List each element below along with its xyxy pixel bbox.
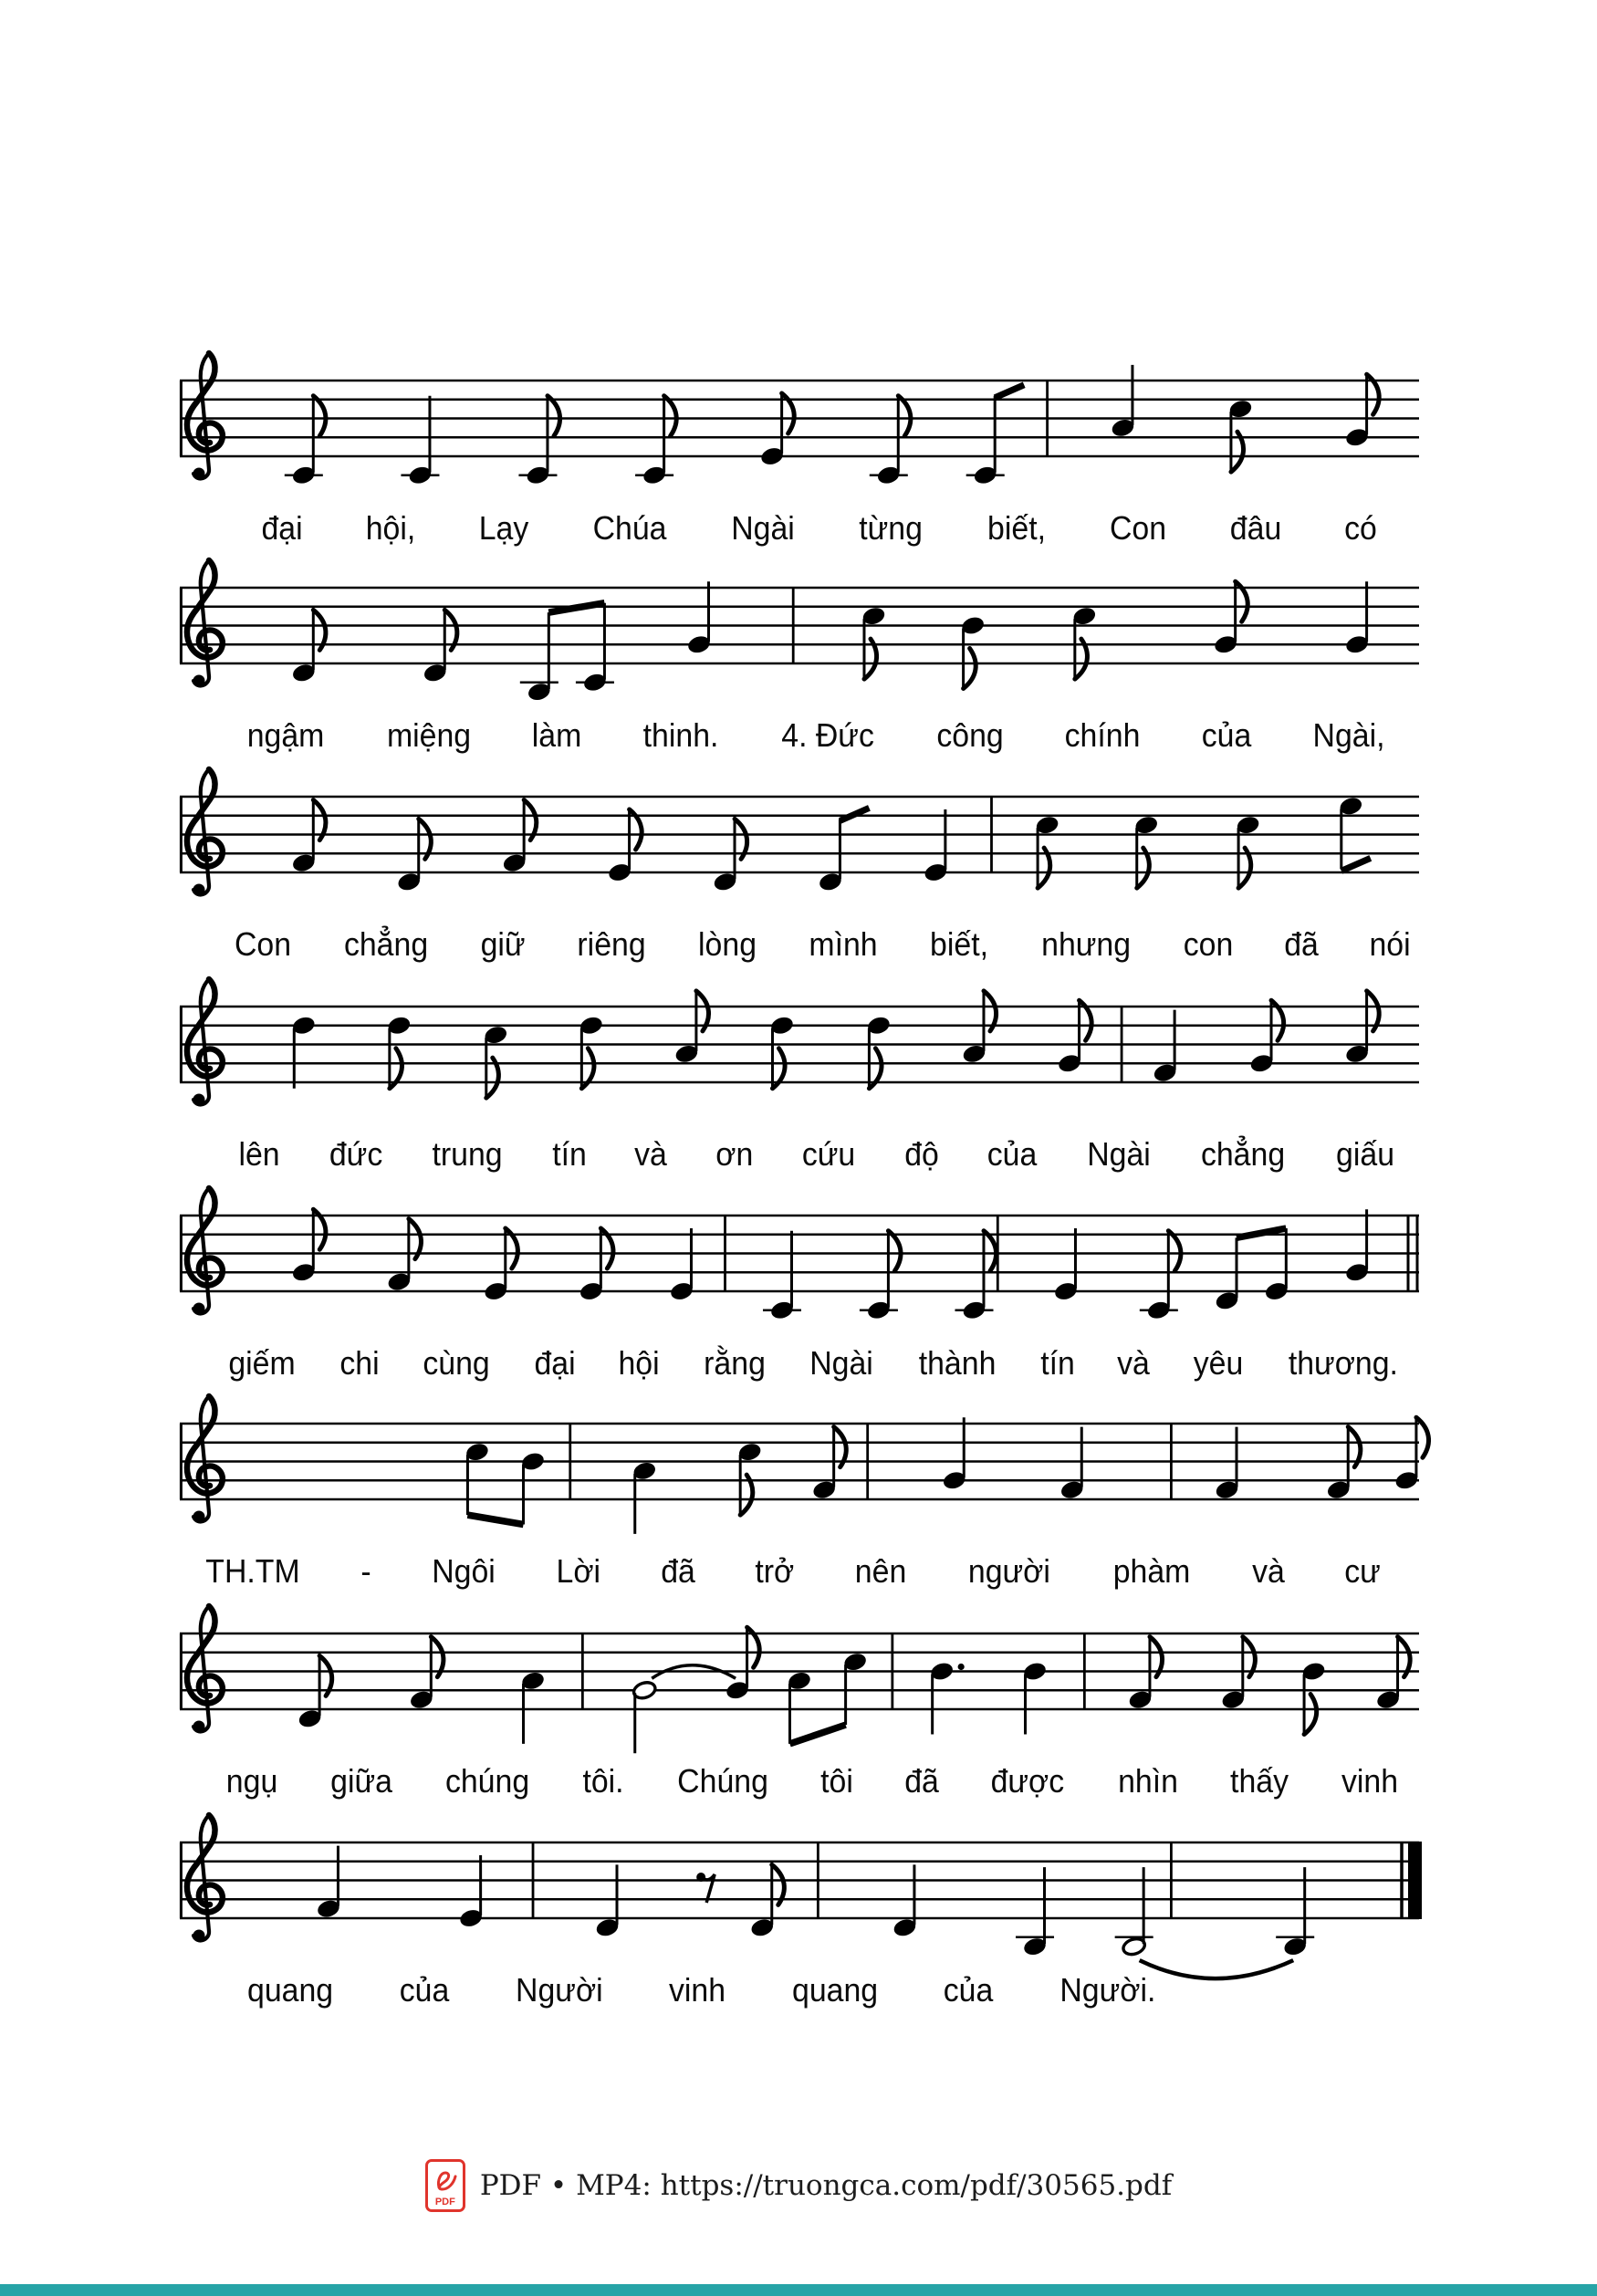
- lyric-word: hội,: [365, 509, 416, 547]
- note: [866, 1015, 892, 1089]
- lyric-line-5: [226, 1344, 1402, 1383]
- note: [1053, 1228, 1079, 1302]
- lyric-word: miệng: [386, 716, 471, 754]
- note: [291, 800, 326, 874]
- lyric-word: đại: [534, 1344, 576, 1382]
- lyric-word: quang: [247, 1971, 334, 2009]
- lyric-word: của: [944, 1971, 994, 2009]
- lyric-line-8: [245, 1971, 1159, 2009]
- note: [401, 396, 439, 486]
- footer-url-link[interactable]: https://truongca.com/pdf/30565.pdf: [660, 2169, 1173, 2202]
- lyric-word: Ngài,: [1312, 716, 1385, 754]
- lyric-word: có: [1344, 509, 1377, 547]
- note: [1301, 1661, 1327, 1735]
- note: [409, 1637, 444, 1711]
- treble-clef-icon: [187, 560, 223, 687]
- lyric-word: đã: [903, 1762, 939, 1800]
- footer-mp4-label: MP4:: [576, 2169, 652, 2202]
- note: [386, 1015, 412, 1089]
- lyric-word: con: [1183, 925, 1234, 963]
- lyric-word: lên: [238, 1135, 280, 1173]
- staff-system-4: [180, 979, 1419, 1106]
- staff-system-1: [180, 353, 1419, 486]
- lyric-line-3: [233, 925, 1412, 964]
- note: [464, 1441, 490, 1515]
- note: [892, 1864, 917, 1938]
- lyric-word: Chúa: [592, 509, 667, 547]
- treble-clef-icon: [187, 1815, 223, 1942]
- lyric-word: giấu: [1335, 1135, 1394, 1173]
- lyric-word: cùng: [423, 1344, 490, 1382]
- note: [712, 819, 746, 892]
- note: [1214, 1237, 1239, 1311]
- lyric-word: tôi.: [582, 1762, 624, 1800]
- note: [737, 1441, 763, 1515]
- note: [518, 396, 559, 486]
- treble-clef-icon: [187, 769, 223, 896]
- note: [1344, 1209, 1370, 1283]
- lyric-word: Con: [1109, 509, 1166, 547]
- staff-system-2: [180, 560, 1419, 703]
- lyric-word: phàm: [1112, 1552, 1191, 1590]
- lyric-word: thinh.: [642, 716, 719, 754]
- note: [502, 800, 537, 874]
- lyric-word: tôi: [820, 1762, 854, 1800]
- lyric-word: cư: [1344, 1552, 1381, 1590]
- lyric-word: Ngài: [1086, 1135, 1151, 1173]
- treble-clef-icon: [187, 1396, 223, 1523]
- note: [860, 1231, 901, 1321]
- lyric-word: tín: [1039, 1344, 1075, 1382]
- pdf-flame-icon: [430, 2166, 464, 2197]
- note: [811, 1427, 846, 1501]
- lyric-word: riêng: [577, 925, 646, 963]
- lyric-line-2: [245, 716, 1387, 755]
- note: [861, 605, 886, 679]
- note: [1059, 1427, 1085, 1501]
- lyric-word: đại: [261, 509, 303, 547]
- note: [673, 991, 708, 1065]
- lyric-word: nên: [854, 1552, 907, 1590]
- lyric-word: trung: [432, 1135, 503, 1173]
- lyric-word: người: [968, 1552, 1051, 1590]
- treble-clef-icon: [187, 353, 223, 480]
- note: [1227, 398, 1253, 472]
- lyric-word: và: [1117, 1344, 1150, 1382]
- note: [787, 1670, 812, 1744]
- lyric-word: thấy: [1230, 1762, 1289, 1800]
- staff-system-8: [180, 1815, 1422, 1978]
- lyric-word: công: [936, 716, 1004, 754]
- staff-system-7: [180, 1606, 1419, 1753]
- note: [842, 1651, 868, 1725]
- note: [285, 396, 326, 486]
- note: [1264, 1228, 1289, 1302]
- note: [942, 1417, 967, 1491]
- lyric-line-4: [237, 1135, 1396, 1174]
- lyric-word: đức: [329, 1135, 382, 1173]
- footer-pdf-label: PDF: [479, 2169, 542, 2202]
- lyric-word: Người.: [1059, 1971, 1156, 2009]
- note: [291, 1015, 317, 1089]
- note: [291, 610, 326, 684]
- lyric-word: vinh: [668, 1971, 726, 2009]
- lyric-word: Ngài: [809, 1344, 874, 1382]
- note: [1127, 1637, 1162, 1711]
- lyric-word: nhưng: [1040, 925, 1131, 963]
- note: [1035, 814, 1060, 888]
- note: [1153, 1010, 1178, 1084]
- staff-system-5: [180, 1188, 1419, 1321]
- note: [579, 1015, 604, 1089]
- note: [396, 819, 431, 892]
- lyric-word: chi: [339, 1344, 380, 1382]
- lyric-word: giếm: [228, 1344, 296, 1382]
- bottom-accent-bar: [0, 2284, 1597, 2296]
- lyric-word: làm: [532, 716, 582, 754]
- lyric-line-1: [260, 509, 1378, 548]
- lyric-word: Lời: [556, 1552, 600, 1590]
- lyric-word: mình: [809, 925, 878, 963]
- lyric-word: từng: [859, 509, 924, 547]
- lyric-word: chẳng: [343, 925, 429, 963]
- lyric-word: hội: [618, 1344, 660, 1382]
- lyric-word: trở: [755, 1552, 795, 1590]
- note: [635, 396, 676, 486]
- lyric-word: 4. Đức: [781, 716, 874, 754]
- note: [818, 808, 870, 892]
- lyric-word: cứu: [801, 1135, 856, 1173]
- lyric-word: thương.: [1289, 1344, 1399, 1382]
- note: [749, 1864, 784, 1938]
- lyric-word: ngậm: [246, 716, 325, 754]
- note: [1393, 1417, 1428, 1491]
- lyric-word: đã: [1284, 925, 1319, 963]
- note: [1133, 814, 1159, 888]
- lyric-word: quang: [791, 1971, 878, 2009]
- note: [669, 1228, 694, 1302]
- note: [763, 1231, 801, 1321]
- note: [955, 1231, 996, 1321]
- note: [870, 396, 911, 486]
- lyric-word: đã: [660, 1552, 695, 1590]
- lyric-word: chẳng: [1201, 1135, 1286, 1173]
- lyric-word: đâu: [1229, 509, 1282, 547]
- pdf-icon-label: PDF: [434, 2197, 455, 2207]
- lyric-word: yêu: [1193, 1344, 1243, 1382]
- lyric-word: rằng: [703, 1344, 766, 1382]
- note: [1022, 1661, 1048, 1735]
- lyric-word: Người: [515, 1971, 603, 2009]
- note: [1236, 814, 1261, 888]
- lyric-word: của: [986, 1135, 1038, 1173]
- note: [1071, 605, 1097, 679]
- note: [686, 581, 712, 655]
- lyric-word: giữa: [329, 1762, 392, 1800]
- lyric-word: và: [1251, 1552, 1285, 1590]
- lyric-word: -: [360, 1552, 371, 1590]
- note: [594, 1864, 620, 1938]
- lyric-word: biết,: [986, 509, 1046, 547]
- note: [1214, 1427, 1239, 1501]
- lyric-word: chúng: [445, 1762, 530, 1800]
- lyric-word: của: [1201, 716, 1252, 754]
- lyric-word: nhìn: [1117, 1762, 1178, 1800]
- note: [483, 1024, 508, 1098]
- note: [631, 1680, 657, 1753]
- note: [458, 1855, 484, 1929]
- footer: [0, 2159, 1597, 2212]
- lyric-word: độ: [903, 1135, 939, 1173]
- note: [1344, 991, 1379, 1065]
- lyric-line-6: [203, 1552, 1382, 1591]
- lyric-word: tín: [551, 1135, 587, 1173]
- note: [1338, 796, 1371, 871]
- note: [1375, 1637, 1410, 1711]
- note: [960, 615, 986, 689]
- lyric-word: ơn: [715, 1135, 754, 1173]
- note: [316, 1846, 341, 1920]
- note: [769, 1015, 795, 1089]
- lyric-word: Ngôi: [431, 1552, 496, 1590]
- lyric-word: Con: [234, 925, 292, 963]
- treble-clef-icon: [187, 979, 223, 1106]
- note: [423, 610, 457, 684]
- treble-clef-icon: [187, 1188, 223, 1315]
- note: [961, 991, 996, 1065]
- note: [386, 1219, 421, 1293]
- staff-system-6: [180, 1396, 1429, 1534]
- lyric-line-7: [224, 1762, 1400, 1800]
- note: [1344, 581, 1370, 655]
- lyric-word: Chúng: [676, 1762, 768, 1800]
- staff-system-3: [180, 769, 1419, 896]
- lyric-word: TH.TM: [205, 1552, 300, 1590]
- lyric-word: của: [399, 1971, 450, 2009]
- pdf-file-icon[interactable]: [425, 2159, 465, 2212]
- note: [1140, 1231, 1181, 1321]
- note: [520, 1451, 546, 1525]
- note: [923, 809, 948, 883]
- lyric-word: được: [990, 1762, 1065, 1800]
- lyric-word: giữ: [480, 925, 526, 963]
- lyric-word: biết,: [929, 925, 988, 963]
- lyric-word: ngụ: [225, 1762, 278, 1800]
- footer-text: [480, 2169, 1172, 2202]
- note: [1220, 1637, 1255, 1711]
- note: [297, 1655, 332, 1729]
- lyric-word: chính: [1065, 716, 1141, 754]
- lyric-word: vinh: [1341, 1762, 1398, 1800]
- lyric-word: Lạy: [478, 509, 529, 547]
- lyric-word: lòng: [697, 925, 757, 963]
- treble-clef-icon: [187, 1606, 223, 1733]
- lyric-word: và: [634, 1135, 668, 1173]
- note: [576, 603, 614, 694]
- note: [520, 1670, 546, 1744]
- lyric-word: nói: [1369, 925, 1411, 963]
- lyric-word: thành: [918, 1344, 997, 1382]
- note: [1110, 365, 1135, 439]
- footer-bullet: •: [549, 2169, 568, 2202]
- lyric-word: Ngài: [731, 509, 796, 547]
- note: [631, 1460, 657, 1534]
- note: [1326, 1427, 1361, 1501]
